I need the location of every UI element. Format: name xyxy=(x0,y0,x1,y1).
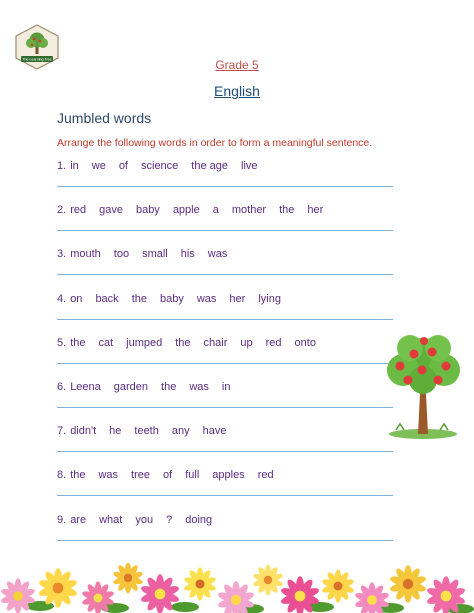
answer-line[interactable] xyxy=(57,230,393,231)
question-number: 9. xyxy=(57,514,67,526)
answer-line[interactable] xyxy=(57,319,393,320)
question-item xyxy=(57,160,397,200)
jumbled-word: onto xyxy=(294,337,316,349)
question-item xyxy=(57,381,397,421)
jumbled-word: was xyxy=(196,293,217,305)
question-item xyxy=(57,469,397,509)
answer-line[interactable] xyxy=(57,407,393,408)
jumbled-word: ? xyxy=(166,514,173,526)
jumbled-word: tree xyxy=(131,469,151,481)
jumbled-word: Leena xyxy=(70,381,101,393)
jumbled-word: what xyxy=(99,514,123,526)
question-number: 7. xyxy=(57,425,67,437)
jumbled-word: mother xyxy=(231,204,267,216)
question-number: 2. xyxy=(57,204,67,216)
flower-border-icon xyxy=(0,548,474,613)
jumbled-word: her xyxy=(307,204,324,216)
jumbled-word: we xyxy=(91,160,106,172)
logo-text: The Learning Tree xyxy=(22,57,52,62)
jumbled-sentence xyxy=(57,337,329,351)
jumbled-sentence xyxy=(57,204,336,218)
question-number: 1. xyxy=(57,160,67,172)
question-item xyxy=(57,425,397,465)
jumbled-word: live xyxy=(241,160,258,172)
grade-heading: Grade 5 xyxy=(215,58,259,72)
jumbled-word: he xyxy=(109,425,122,437)
question-number: 4. xyxy=(57,293,67,305)
jumbled-word: his xyxy=(180,248,195,260)
answer-line[interactable] xyxy=(57,495,393,496)
jumbled-word: her xyxy=(229,293,246,305)
jumbled-word: gave xyxy=(99,204,123,216)
answer-line[interactable] xyxy=(57,274,393,275)
subject-heading: English xyxy=(214,83,260,99)
jumbled-sentence xyxy=(57,160,271,174)
jumbled-word: teeth xyxy=(134,425,159,437)
jumbled-sentence xyxy=(57,514,225,528)
jumbled-word: are xyxy=(70,514,87,526)
jumbled-word: mouth xyxy=(70,248,101,260)
jumbled-word: in xyxy=(221,381,231,393)
jumbled-word: too xyxy=(113,248,130,260)
jumbled-word: baby xyxy=(135,204,160,216)
jumbled-word: jumped xyxy=(126,337,163,349)
answer-line[interactable] xyxy=(57,451,393,452)
jumbled-word: full xyxy=(185,469,200,481)
jumbled-word: baby xyxy=(159,293,184,305)
jumbled-word: red xyxy=(257,469,274,481)
jumbled-word: the xyxy=(70,469,86,481)
jumbled-word: chair xyxy=(203,337,228,349)
jumbled-word: on xyxy=(70,293,83,305)
answer-line[interactable] xyxy=(57,363,393,364)
jumbled-word: the xyxy=(175,337,191,349)
jumbled-word: back xyxy=(95,293,119,305)
jumbled-word: a xyxy=(212,204,219,216)
jumbled-word: have xyxy=(202,425,227,437)
question-item xyxy=(57,248,397,288)
jumbled-word: in xyxy=(70,160,79,172)
jumbled-sentence xyxy=(57,425,239,439)
jumbled-word: any xyxy=(171,425,190,437)
jumbled-sentence xyxy=(57,469,287,483)
jumbled-word: you xyxy=(135,514,154,526)
jumbled-word: lying xyxy=(258,293,281,305)
jumbled-word: apple xyxy=(172,204,200,216)
answer-line[interactable] xyxy=(57,186,393,187)
jumbled-word: science xyxy=(141,160,179,172)
jumbled-word: red xyxy=(70,204,87,216)
jumbled-word: the xyxy=(131,293,147,305)
question-number: 3. xyxy=(57,248,67,260)
question-item xyxy=(57,293,397,333)
jumbled-word: small xyxy=(142,248,168,260)
question-number: 5. xyxy=(57,337,67,349)
section-title: Jumbled words xyxy=(57,110,152,126)
jumbled-word: garden xyxy=(113,381,149,393)
jumbled-sentence xyxy=(57,248,240,262)
jumbled-word: the age xyxy=(191,160,228,172)
jumbled-word: the xyxy=(279,204,295,216)
jumbled-word: up xyxy=(240,337,253,349)
jumbled-word: the xyxy=(161,381,177,393)
jumbled-word: didn't xyxy=(70,425,97,437)
jumbled-word: red xyxy=(265,337,282,349)
jumbled-word: cat xyxy=(98,337,114,349)
question-number: 6. xyxy=(57,381,67,393)
instruction-text: Arrange the following words in order to form a meaningful sentence. xyxy=(57,137,373,149)
jumbled-word: was xyxy=(98,469,119,481)
jumbled-word: of xyxy=(163,469,173,481)
jumbled-sentence xyxy=(57,381,243,395)
jumbled-word: of xyxy=(118,160,128,172)
question-item xyxy=(57,337,397,377)
question-number: 8. xyxy=(57,469,67,481)
answer-line[interactable] xyxy=(57,540,393,541)
question-item xyxy=(57,204,397,244)
jumbled-word: doing xyxy=(185,514,213,526)
jumbled-word: apples xyxy=(212,469,245,481)
jumbled-word: was xyxy=(189,381,209,393)
jumbled-word: was xyxy=(207,248,228,260)
jumbled-sentence xyxy=(57,293,294,307)
apple-tree-icon xyxy=(378,330,468,442)
jumbled-word: the xyxy=(70,337,86,349)
